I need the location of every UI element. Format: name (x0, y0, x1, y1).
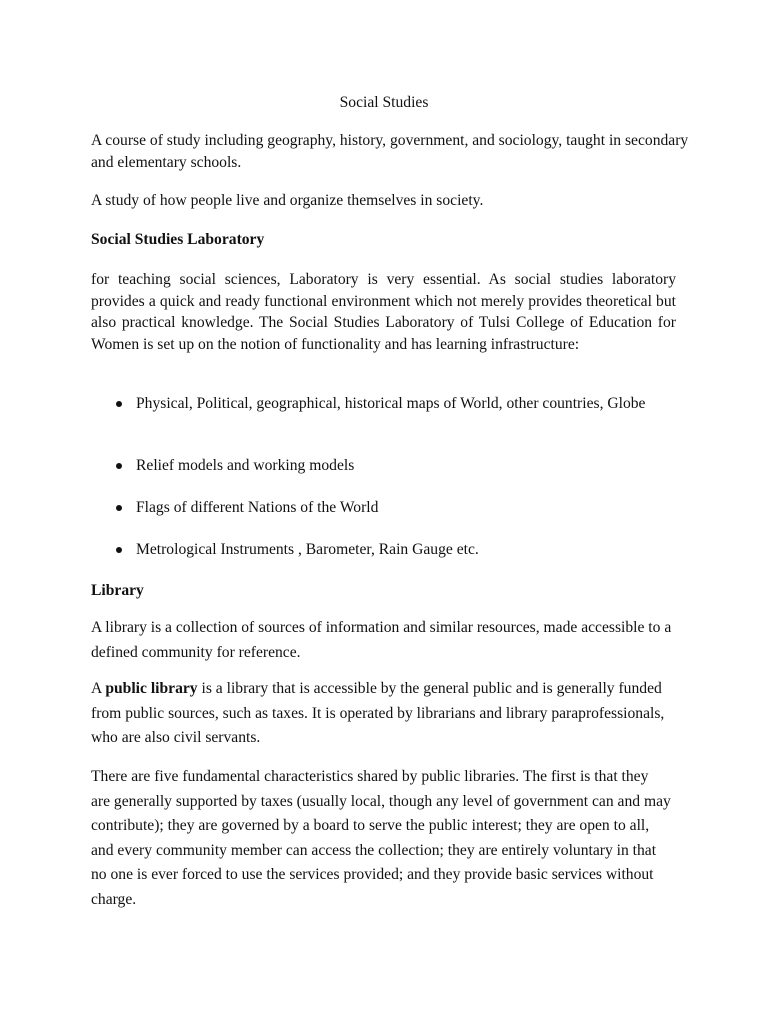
public-library-term: public library (105, 680, 198, 697)
bullet-icon (116, 401, 122, 407)
bullet-icon (116, 505, 122, 511)
definition-paragraph-2: A study of how people live and organize themselves in society. (91, 192, 484, 209)
page-title: Social Studies (339, 94, 429, 111)
definition-paragraph-1: A course of study including geography, history, government, and sociology, taught in secondary and elementary schools. (91, 132, 689, 171)
bullet-icon (116, 547, 122, 553)
list-item: Relief models and working models (136, 457, 355, 474)
list-item: Physical, Political, geographical, historical maps of World, other countries, Globe (136, 395, 646, 412)
bullet-icon (116, 463, 122, 469)
library-definition: A library is a collection of sources of information and similar resources, made accessible to a defined community for reference. (91, 619, 672, 661)
library-heading: Library (91, 582, 144, 599)
characteristics-paragraph: There are five fundamental characteristics shared by public libraries. The first is that they are generally supported by taxes (usually local, though any level of government can and may contribute); they are governed by a board to serve the public interest; they are open to all, and every community member can access the collection; they are entirely voluntary in that no one is ever forced to use the services provided; and they provide basic services without charge. (91, 768, 671, 908)
list-item: Flags of different Nations of the World (136, 499, 379, 516)
public-library-paragraph (91, 677, 691, 751)
list-item: Metrological Instruments , Barometer, Rain Gauge etc. (136, 541, 479, 558)
lab-heading: Social Studies Laboratory (91, 231, 265, 248)
public-library-rest: is a library that is accessible by the general public and is generally funded from public sources, such as taxes. It is operated by librarians and library paraprofessionals, who are also civil servants. (91, 680, 665, 746)
public-library-prefix: A (91, 680, 106, 697)
lab-paragraph: for teaching social sciences, Laboratory is very essential. As social studies laboratory provides a quick and ready functional environment which not merely provides theoretical but also practical knowledge. The Social Studies Laboratory of Tulsi College of Education for Women is set up on the notion of functionality and has learning infrastructure: (91, 271, 676, 353)
